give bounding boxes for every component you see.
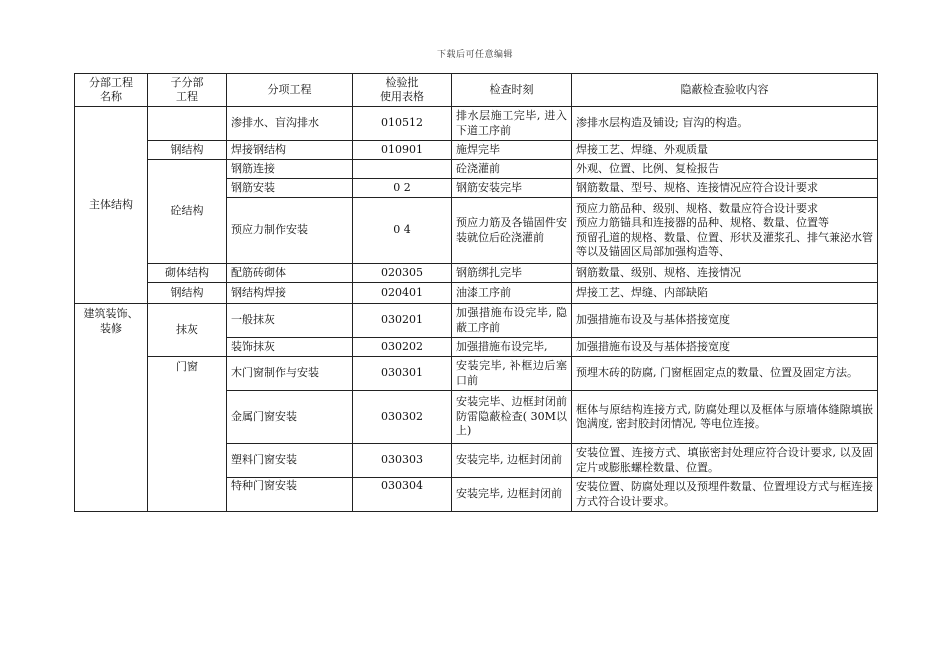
form-cell: 010512: [353, 107, 452, 141]
content-line: 预应力筋品种、级别、规格、数量应符合设计要求: [576, 201, 818, 215]
form-cell: 0 4: [353, 198, 452, 264]
form-cell: 020401: [353, 283, 452, 304]
time-cell: 安装完毕, 边框封闭前: [452, 444, 572, 478]
item-cell: 钢筋安装: [227, 179, 353, 198]
form-cell: 030301: [353, 357, 452, 391]
header-subdivision-line1: 子分部: [170, 75, 204, 89]
item-cell: 特种门窗安装: [227, 478, 353, 512]
time-cell: 钢筋安装完毕: [452, 179, 572, 198]
item-cell: 塑料门窗安装: [227, 444, 353, 478]
subdivision-cell: 砼结构: [148, 160, 227, 264]
table-row: [75, 304, 878, 338]
table-header-row: [75, 74, 878, 107]
content-line: 预留孔道的规格、数量、位置、形状及灌浆孔、排气兼泌水管等以及锚固区局部加强构造等、: [576, 230, 873, 258]
subdivision-cell: 砌体结构: [148, 264, 227, 283]
header-form: [353, 74, 452, 107]
content-cell: 安装位置、防腐处理以及预埋件数量、位置埋设方式与框连接方式符合设计要求。: [572, 478, 878, 512]
item-cell: 装饰抹灰: [227, 338, 353, 357]
table-row: [75, 264, 878, 283]
header-item: 分项工程: [227, 74, 353, 107]
division-cell-decoration: [75, 304, 148, 512]
item-cell: 钢筋连接: [227, 160, 353, 179]
form-cell: 010901: [353, 141, 452, 160]
division-cell-main-structure: 主体结构: [75, 107, 148, 304]
content-cell: 加强措施布设及与基体搭接宽度: [572, 338, 878, 357]
time-cell: 油漆工序前: [452, 283, 572, 304]
item-cell: 金属门窗安装: [227, 391, 353, 444]
subdivision-cell: 钢结构: [148, 283, 227, 304]
header-note: 下载后可任意编辑: [436, 50, 513, 60]
form-cell: [353, 160, 452, 179]
item-cell: 焊接钢结构: [227, 141, 353, 160]
content-cell: 渗排水层构造及铺设; 盲沟的构造。: [572, 107, 878, 141]
table-row: [75, 141, 878, 160]
item-cell: 预应力制作安装: [227, 198, 353, 264]
content-cell: 安装位置、连接方式、填嵌密封处理应符合设计要求, 以及固定片或膨胀螺栓数量、位置。: [572, 444, 878, 478]
form-cell: 030304: [353, 478, 452, 512]
time-cell: 安装完毕, 补框边后塞口前: [452, 357, 572, 391]
inspection-table: [74, 73, 878, 512]
time-cell: 安装完毕、边框封闭前防雷隐蔽检查( 30M以上): [452, 391, 572, 444]
time-cell: 钢筋绑扎完毕: [452, 264, 572, 283]
content-cell: 钢筋数量、级别、规格、连接情况: [572, 264, 878, 283]
content-cell: [572, 198, 878, 264]
content-cell: 外观、位置、比例、复检报告: [572, 160, 878, 179]
table-row: [75, 283, 878, 304]
header-content: 隐蔽检查验收内容: [572, 74, 878, 107]
time-cell: 排水层施工完毕, 进入下道工序前: [452, 107, 572, 141]
division-decoration-line2: 装修: [100, 321, 122, 335]
subdivision-cell: [148, 107, 227, 141]
time-cell: 加强措施布设完毕,: [452, 338, 572, 357]
header-subdivision-line2: 工程: [176, 90, 198, 103]
header-time: 检查时刻: [452, 74, 572, 107]
item-cell: 渗排水、盲沟排水: [227, 107, 353, 141]
content-cell: 焊接工艺、焊缝、外观质量: [572, 141, 878, 160]
content-cell: 加强措施布设及与基体搭接宽度: [572, 304, 878, 338]
item-cell: 钢结构焊接: [227, 283, 353, 304]
content-cell: 预埋木砖的防腐, 门窗框固定点的数量、位置及固定方法。: [572, 357, 878, 391]
time-cell: 施焊完毕: [452, 141, 572, 160]
subdivision-cell: 钢结构: [148, 141, 227, 160]
subdivision-cell: 抹灰: [148, 304, 227, 357]
time-cell: 加强措施布设完毕, 隐蔽工序前: [452, 304, 572, 338]
header-division-line2: 名称: [100, 90, 122, 103]
table-row: [75, 160, 878, 179]
content-cell: 框体与原结构连接方式, 防腐处理以及框体与原墙体缝隙填嵌饱满度, 密封胶封闭情况, 等电位连接。: [572, 391, 878, 444]
header-form-line1: 检验批: [385, 75, 419, 89]
table-row: [75, 357, 878, 391]
header-form-line2: 使用表格: [380, 90, 424, 103]
header-division-line1: 分部工程: [89, 75, 133, 89]
item-cell: 一般抹灰: [227, 304, 353, 338]
form-cell: 020305: [353, 264, 452, 283]
table-row: [75, 107, 878, 141]
content-cell: 焊接工艺、焊缝、内部缺陷: [572, 283, 878, 304]
content-line: 预应力筋锚具和连接器的品种、规格、数量、位置等: [576, 216, 829, 229]
form-cell: 030302: [353, 391, 452, 444]
time-cell: 砼浇灌前: [452, 160, 572, 179]
content-cell: 钢筋数量、型号、规格、连接情况应符合设计要求: [572, 179, 878, 198]
time-cell: 安装完毕, 边框封闭前: [452, 478, 572, 512]
division-decoration-line1: 建筑装饰、: [83, 307, 139, 320]
header-subdivision: [148, 74, 227, 107]
form-cell: 030202: [353, 338, 452, 357]
header-division: [75, 74, 148, 107]
form-cell: 030201: [353, 304, 452, 338]
form-cell: 030303: [353, 444, 452, 478]
item-cell: 配筋砖砌体: [227, 264, 353, 283]
item-cell: 木门窗制作与安装: [227, 357, 353, 391]
form-cell: 0 2: [353, 179, 452, 198]
time-cell: 预应力筋及各锚固件安装就位后砼浇灌前: [452, 198, 572, 264]
subdivision-cell: 门窗: [148, 357, 227, 512]
